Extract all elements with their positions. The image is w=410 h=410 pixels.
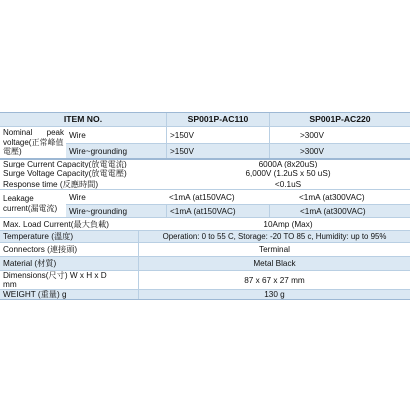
weight-row [0, 289, 410, 299]
nominal-voltage-row [0, 126, 410, 158]
leakage-sub-wire: Wire [69, 192, 86, 202]
leakage-current-row [0, 189, 410, 217]
dimensions-label [0, 271, 138, 289]
dimensions-row [0, 270, 410, 289]
dimensions-label-2: mm [3, 280, 17, 289]
leakage-ground-ac110: <1mA (at150VAC) [166, 205, 269, 218]
leakage-sub-ground: Wire~grounding [69, 207, 128, 216]
leakage-label [0, 190, 66, 217]
surge-current-value: 6000A (8x20uS) [258, 160, 318, 168]
temperature-label: Temperature (溫度) [3, 232, 74, 241]
surge-current-row [0, 158, 410, 168]
leakage-ground-ac220: <1mA (at300VAC) [269, 205, 410, 218]
response-time-label: Response time (反應時間) [3, 179, 99, 189]
temperature-row [0, 230, 410, 242]
surge-current-label: Surge Current Capacity(放電電流) [3, 160, 127, 168]
header-item-no: ITEM NO. [63, 114, 103, 124]
leakage-label-1: Leakage [3, 193, 34, 203]
leakage-wire-ac110: <1mA (at150VAC) [169, 192, 235, 202]
max-load-label: Max. Load Current(最大負載) [3, 219, 110, 229]
spec-table [0, 112, 410, 300]
max-load-value: 10Amp (Max) [263, 219, 313, 229]
response-time-row [0, 179, 410, 189]
leakage-wire-subrow [66, 190, 410, 204]
max-load-row [0, 217, 410, 230]
weight-value: 130 g [138, 290, 410, 299]
header-row [0, 113, 410, 126]
nominal-wire-subrow [66, 127, 410, 143]
leakage-label-2: current(漏電流) [3, 203, 58, 213]
nominal-ground-ac220: >300V [269, 144, 410, 159]
response-time-value: <0.1uS [274, 179, 302, 189]
connectors-row [0, 242, 410, 256]
header-model-ac110: SP001P-AC110 [166, 113, 269, 126]
nominal-voltage-label [0, 127, 66, 158]
surge-voltage-value: 6,000V (1.2uS x 50 uS) [245, 169, 331, 178]
weight-label: WEIGHT (重量) g [3, 290, 67, 299]
surge-voltage-label: Surge Voltage Capacity(放電電壓) [3, 169, 127, 178]
surge-voltage-row [0, 168, 410, 179]
nominal-label-peak: peak [46, 128, 64, 138]
nominal-wire-ac220: >300V [269, 127, 410, 143]
nominal-ground-ac110: >150V [166, 144, 269, 159]
nominal-sub-wire: Wire [69, 130, 86, 140]
nominal-label-3: 電壓) [3, 147, 22, 157]
nominal-sub-ground: Wire~grounding [69, 147, 128, 156]
blank-margin-top [0, 0, 410, 112]
temperature-value: Operation: 0 to 55 C, Storage: -20 TO 85 c, Humidity: up to 95% [138, 231, 410, 242]
nominal-label-1: Nominal [3, 128, 33, 138]
leakage-ground-subrow [66, 204, 410, 218]
connectors-label: Connectors (連接頭) [3, 245, 78, 254]
nominal-ground-subrow [66, 143, 410, 159]
nominal-label-2: voltage(正常峰值 [3, 137, 64, 147]
nominal-wire-ac110: >150V [166, 127, 269, 143]
dimensions-value: 87 x 67 x 27 mm [138, 271, 410, 289]
header-model-ac220: SP001P-AC220 [269, 113, 410, 126]
connectors-value: Terminal [138, 243, 410, 256]
leakage-wire-ac220: <1mA (at300VAC) [299, 192, 365, 202]
material-row [0, 256, 410, 270]
dimensions-label-1: Dimensions(尺寸) W x H x D [3, 271, 107, 280]
material-label: Material (材質) [3, 259, 57, 268]
material-value: Metal Black [138, 257, 410, 270]
